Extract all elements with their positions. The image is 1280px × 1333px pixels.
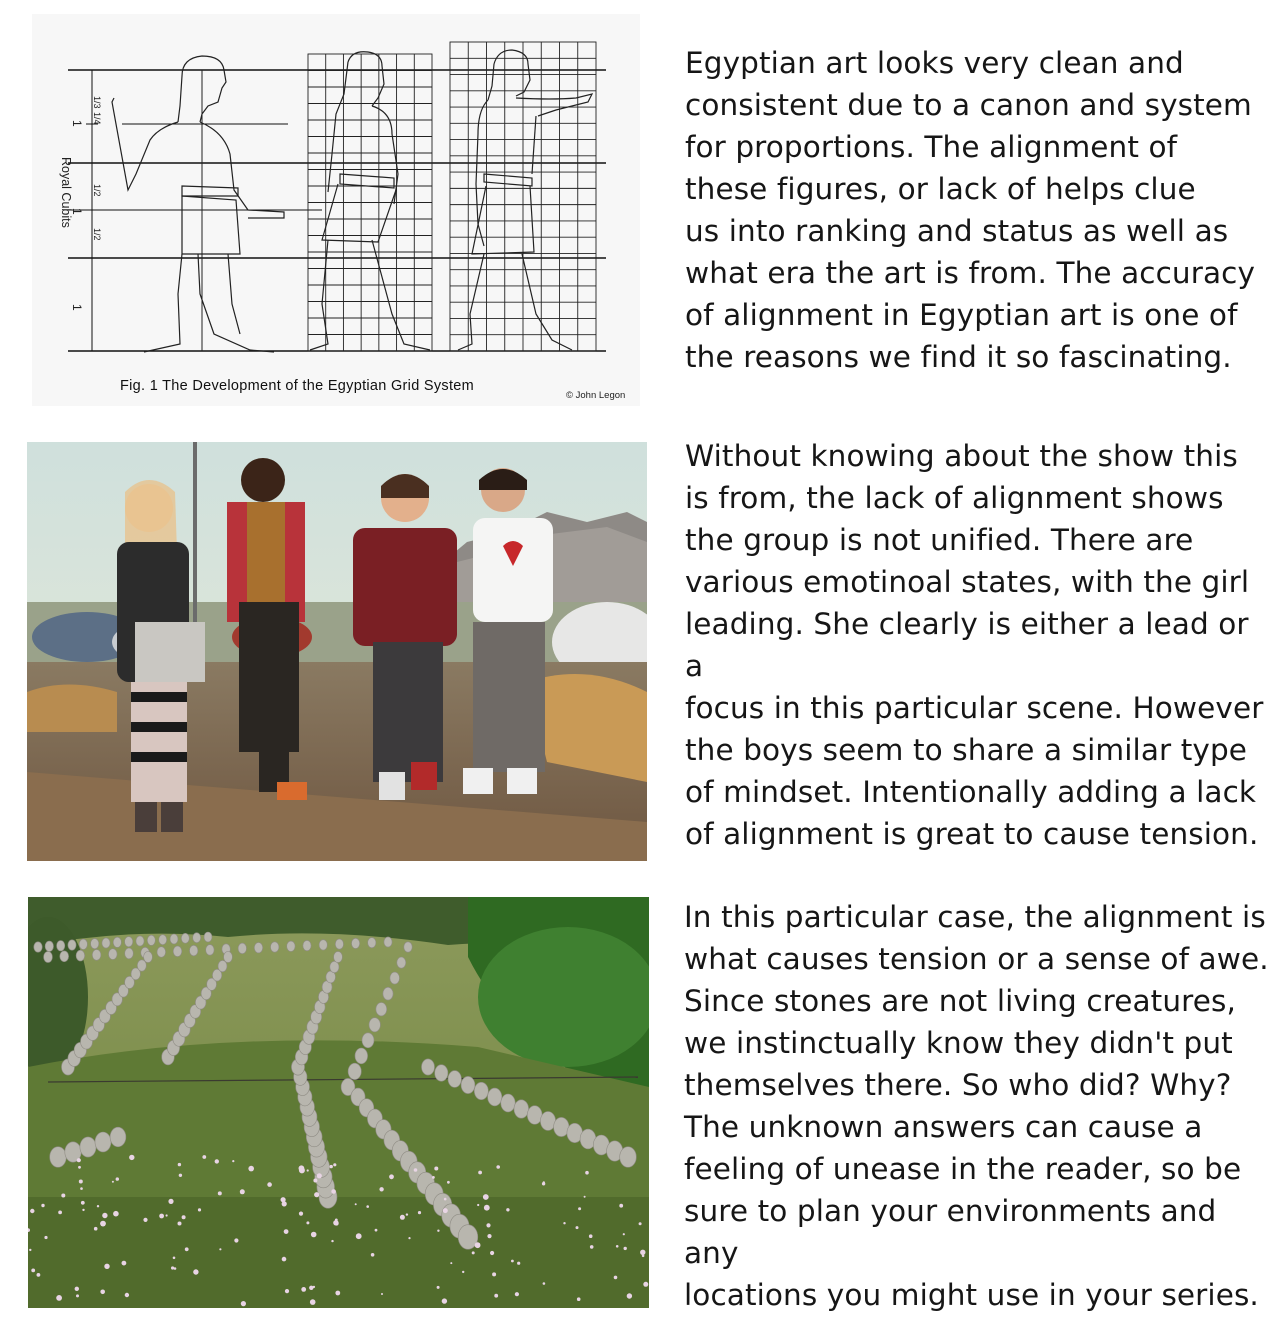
paragraph-line: these figures, or lack of helps clue [685, 172, 1196, 206]
flower [444, 1198, 447, 1201]
flower [506, 1208, 509, 1211]
standing-stone [369, 1018, 380, 1032]
flower [240, 1189, 245, 1194]
paragraph-line: sure to plan your environments and any [684, 1194, 1217, 1270]
flower [79, 1180, 83, 1184]
paragraph-line: various emotinoal states, with the girl [685, 565, 1250, 599]
flower [310, 1299, 316, 1305]
flower [80, 1187, 83, 1190]
flower [627, 1293, 632, 1298]
standing-stone [254, 943, 262, 953]
paragraph-line: The unknown answers can cause a [684, 1110, 1203, 1144]
flower [215, 1159, 219, 1163]
flower [75, 1287, 79, 1291]
egyptian-grid-figure [32, 14, 640, 406]
standing-stone [335, 939, 343, 949]
flower [94, 1227, 98, 1231]
flower [248, 1166, 254, 1172]
standing-stone [57, 941, 65, 951]
flower [437, 1286, 440, 1289]
flower [447, 1181, 450, 1184]
standing-stone [404, 942, 412, 952]
standing-stone [352, 938, 360, 948]
standing-stone [355, 1048, 368, 1064]
standing-stone [173, 946, 182, 957]
flower [333, 1163, 336, 1166]
standing-stone [125, 948, 134, 959]
scale-mark: 1 [70, 304, 84, 311]
flower [475, 1242, 481, 1248]
standing-stone [125, 937, 133, 947]
standing-stone [474, 1082, 488, 1099]
scale-mark: 1/3 [92, 96, 102, 109]
scale-mark: 1/2 [92, 228, 102, 241]
standing-stone [136, 936, 144, 946]
egyptian-figure-3 [458, 50, 592, 350]
standing-stone [79, 939, 87, 949]
paragraph-group-photo [685, 435, 1265, 855]
standing-stone [271, 942, 279, 952]
flower [97, 1205, 99, 1207]
flower [307, 1169, 309, 1171]
flower [30, 1209, 34, 1213]
flower [313, 1179, 317, 1183]
standing-stone [514, 1100, 529, 1118]
flower [113, 1211, 119, 1217]
flower [543, 1282, 546, 1285]
flower [437, 1230, 439, 1232]
flower [182, 1215, 186, 1219]
standing-stone [390, 972, 400, 984]
standing-stone [60, 951, 69, 962]
paragraph-line: themselves there. So who did? Why? [684, 1068, 1232, 1102]
egyptian-figure-1 [112, 56, 284, 352]
flower [331, 1189, 336, 1194]
flower [585, 1171, 589, 1175]
flower [125, 1293, 129, 1297]
flower [218, 1191, 222, 1195]
flower [624, 1247, 627, 1250]
flower [29, 1249, 31, 1251]
figure-caption: Fig. 1 The Development of the Egyptian Grid System [120, 378, 475, 394]
flower [484, 1205, 490, 1211]
grid-figure-2 [308, 54, 432, 351]
standing-stone [110, 1127, 126, 1147]
flower [477, 1204, 479, 1206]
flower [472, 1251, 475, 1254]
flower [623, 1233, 625, 1235]
flower [450, 1262, 452, 1264]
flower [56, 1295, 62, 1301]
standing-stone [159, 935, 167, 945]
standing-stone [102, 938, 110, 948]
flower [309, 1286, 313, 1290]
standing-stone [95, 1132, 111, 1152]
flower [375, 1229, 378, 1232]
flower [37, 1273, 41, 1277]
standing-stone [204, 932, 212, 942]
standing-stone [137, 960, 146, 971]
flower [219, 1248, 221, 1250]
flower [490, 1251, 494, 1255]
flower [515, 1292, 519, 1296]
flower [355, 1203, 357, 1205]
paragraph-line: for proportions. The alignment of [685, 130, 1178, 164]
standing-stone [501, 1094, 515, 1112]
standing-stone [303, 940, 311, 950]
flower [478, 1171, 482, 1175]
flower [335, 1221, 339, 1225]
flower [168, 1199, 173, 1204]
flower [284, 1229, 289, 1234]
person-boy-armor [227, 458, 307, 800]
group-photo [27, 442, 647, 861]
standing-stone [448, 1071, 461, 1088]
standing-stone [218, 960, 227, 971]
flower [202, 1155, 206, 1159]
flower [584, 1196, 586, 1198]
flower [81, 1201, 85, 1205]
paragraph-line: we instinctually know they didn't put [684, 1026, 1233, 1060]
standing-stone [461, 1076, 475, 1093]
flower [590, 1245, 594, 1249]
standing-stone [238, 943, 246, 954]
flower [517, 1262, 520, 1265]
flower [408, 1237, 410, 1239]
flower [166, 1214, 168, 1216]
standing-stone [362, 1033, 374, 1048]
flower [577, 1297, 581, 1301]
standing-stone [68, 940, 76, 950]
paragraph-line: leading. She clearly is either a lead or a [685, 607, 1249, 683]
standing-stone [109, 949, 118, 960]
flower [563, 1222, 565, 1224]
flower [179, 1174, 182, 1177]
standing-stone [144, 952, 153, 963]
flower [619, 1204, 623, 1208]
flower [76, 1294, 79, 1297]
flower [335, 1219, 338, 1222]
flower [418, 1211, 421, 1214]
flower [159, 1214, 164, 1219]
flower [31, 1269, 35, 1273]
flower [511, 1260, 514, 1263]
flower [285, 1289, 289, 1293]
standing-stone [384, 937, 392, 947]
standing-stone [206, 945, 214, 956]
flower [234, 1238, 238, 1242]
standing-stone [397, 957, 406, 968]
scale-mark: 1 [70, 120, 84, 127]
flower [102, 1213, 107, 1218]
egyptian-grid-drawing [32, 14, 640, 406]
flower [100, 1221, 106, 1227]
flower [356, 1233, 362, 1239]
standing-stone [80, 1137, 96, 1157]
flower [639, 1222, 642, 1225]
flower [406, 1213, 408, 1215]
flower [61, 1194, 65, 1198]
flower [299, 1165, 305, 1171]
standing-stone [368, 938, 376, 948]
figure-copyright: © John Legon [566, 390, 626, 401]
standing-stone [620, 1147, 637, 1168]
standing-stone [113, 937, 121, 947]
standing-stone [224, 952, 233, 963]
flower [443, 1208, 448, 1213]
flower [379, 1187, 383, 1191]
flower [41, 1204, 44, 1207]
scale-mark: 1/4 [92, 112, 102, 125]
standing-stone [157, 947, 166, 958]
flower [643, 1282, 648, 1287]
flower [494, 1294, 498, 1298]
standing-stone [319, 940, 327, 950]
flower [335, 1291, 340, 1296]
flower [542, 1182, 545, 1185]
flower [173, 1257, 176, 1260]
flower [434, 1167, 438, 1171]
standing-stone [348, 1063, 361, 1079]
paragraph-line: the boys seem to share a similar type [685, 733, 1248, 767]
standing-stone [44, 952, 53, 963]
standing-stone [50, 1147, 67, 1168]
flower [306, 1221, 309, 1224]
flower [77, 1158, 81, 1162]
flower [389, 1174, 394, 1179]
flower [198, 1208, 201, 1211]
stone-alignment-photo [28, 897, 649, 1308]
flower [366, 1205, 369, 1208]
flower [116, 1177, 119, 1180]
stone-alignment-illustration [28, 897, 649, 1308]
flower [642, 1255, 645, 1258]
group-photo-illustration [27, 442, 647, 861]
flower [143, 1218, 147, 1222]
flower [614, 1276, 618, 1280]
flower [589, 1234, 593, 1238]
flower [371, 1253, 375, 1257]
flower [313, 1286, 315, 1288]
standing-stone [334, 952, 343, 963]
flower [171, 1266, 174, 1269]
flower [78, 1166, 81, 1169]
flower [82, 1209, 84, 1211]
standing-stone [435, 1065, 448, 1082]
flower [496, 1165, 500, 1169]
flower [104, 1264, 109, 1269]
standing-stone [383, 987, 393, 1000]
standing-stone [92, 950, 101, 961]
paragraph-line: is from, the lack of alignment shows [685, 481, 1224, 515]
flower [241, 1301, 246, 1306]
standing-stone [376, 1003, 387, 1016]
flower [112, 1181, 114, 1183]
paragraph-line: Egyptian art looks very clean and [685, 46, 1184, 80]
flower [381, 1293, 383, 1295]
flower [44, 1236, 47, 1239]
standing-stone [181, 933, 189, 943]
paragraph-stone-alignment [684, 896, 1274, 1316]
standing-stone [190, 945, 198, 956]
standing-stone [488, 1088, 502, 1106]
flower [122, 1261, 127, 1266]
flower [640, 1250, 645, 1255]
flower [314, 1192, 319, 1197]
flower [129, 1155, 134, 1160]
paragraph-line: us into ranking and status as well as [685, 214, 1229, 248]
paragraph-line: of mindset. Intentionally adding a lack [685, 775, 1257, 809]
royal-cubits-label: Royal Cubits [59, 157, 73, 228]
flower [462, 1271, 464, 1273]
flower [414, 1168, 418, 1172]
standing-stone [527, 1106, 542, 1125]
paragraph-line: what era the art is from. The accuracy [685, 256, 1256, 290]
standing-stone [287, 941, 295, 951]
flower [178, 1163, 181, 1166]
flower [442, 1298, 447, 1303]
flower [616, 1245, 619, 1248]
flower [178, 1222, 182, 1226]
flower [492, 1272, 496, 1276]
standing-stone [45, 941, 53, 951]
flower [486, 1223, 490, 1227]
paragraph-line: Since stones are not living creatures, [684, 984, 1236, 1018]
paragraph-line: focus in this particular scene. However [685, 691, 1264, 725]
standing-stone [170, 934, 178, 944]
paragraph-line: feeling of unease in the reader, so be [684, 1152, 1242, 1186]
flower [576, 1226, 579, 1229]
paragraph-line: the group is not unified. There are [685, 523, 1194, 557]
standing-stone [193, 933, 201, 943]
paragraph-line: the reasons we find it so fascinating. [685, 340, 1232, 374]
flower [232, 1160, 234, 1162]
flower [330, 1165, 333, 1168]
flower [432, 1176, 435, 1179]
flower [331, 1240, 333, 1242]
paragraph-line: consistent due to a canon and system [685, 88, 1252, 122]
scale-mark: 1 [70, 208, 84, 215]
flower [317, 1173, 322, 1178]
flower [282, 1201, 287, 1206]
flower [311, 1232, 317, 1238]
paragraph-line: what causes tension or a sense of awe. [684, 942, 1269, 976]
flower [100, 1290, 105, 1295]
flower [58, 1211, 62, 1215]
standing-stone [422, 1059, 435, 1075]
flower [301, 1287, 306, 1292]
paragraph-line: In this particular case, the alignment is [684, 900, 1266, 934]
flower [299, 1212, 303, 1216]
paragraph-line: Without knowing about the show this [685, 439, 1238, 473]
paragraph-line: of alignment in Egyptian art is one of [685, 298, 1238, 332]
flower [185, 1247, 189, 1251]
flower [483, 1194, 489, 1200]
flower [267, 1182, 272, 1187]
flower [193, 1269, 198, 1274]
standing-stone [147, 935, 155, 945]
flower [400, 1215, 405, 1220]
flower [487, 1234, 491, 1238]
flower [282, 1257, 287, 1262]
paragraph-line: of alignment is great to cause tension. [685, 817, 1259, 851]
standing-stone [76, 950, 85, 961]
egyptian-figure-2 [310, 52, 430, 350]
standing-stone [330, 961, 339, 972]
scale-mark: 1/2 [92, 184, 102, 197]
paragraph-egyptian-art [685, 42, 1265, 378]
standing-stone [34, 942, 42, 952]
flower [578, 1207, 581, 1210]
standing-stone [91, 939, 99, 949]
paragraph-line: locations you might use in your series. [684, 1278, 1259, 1312]
